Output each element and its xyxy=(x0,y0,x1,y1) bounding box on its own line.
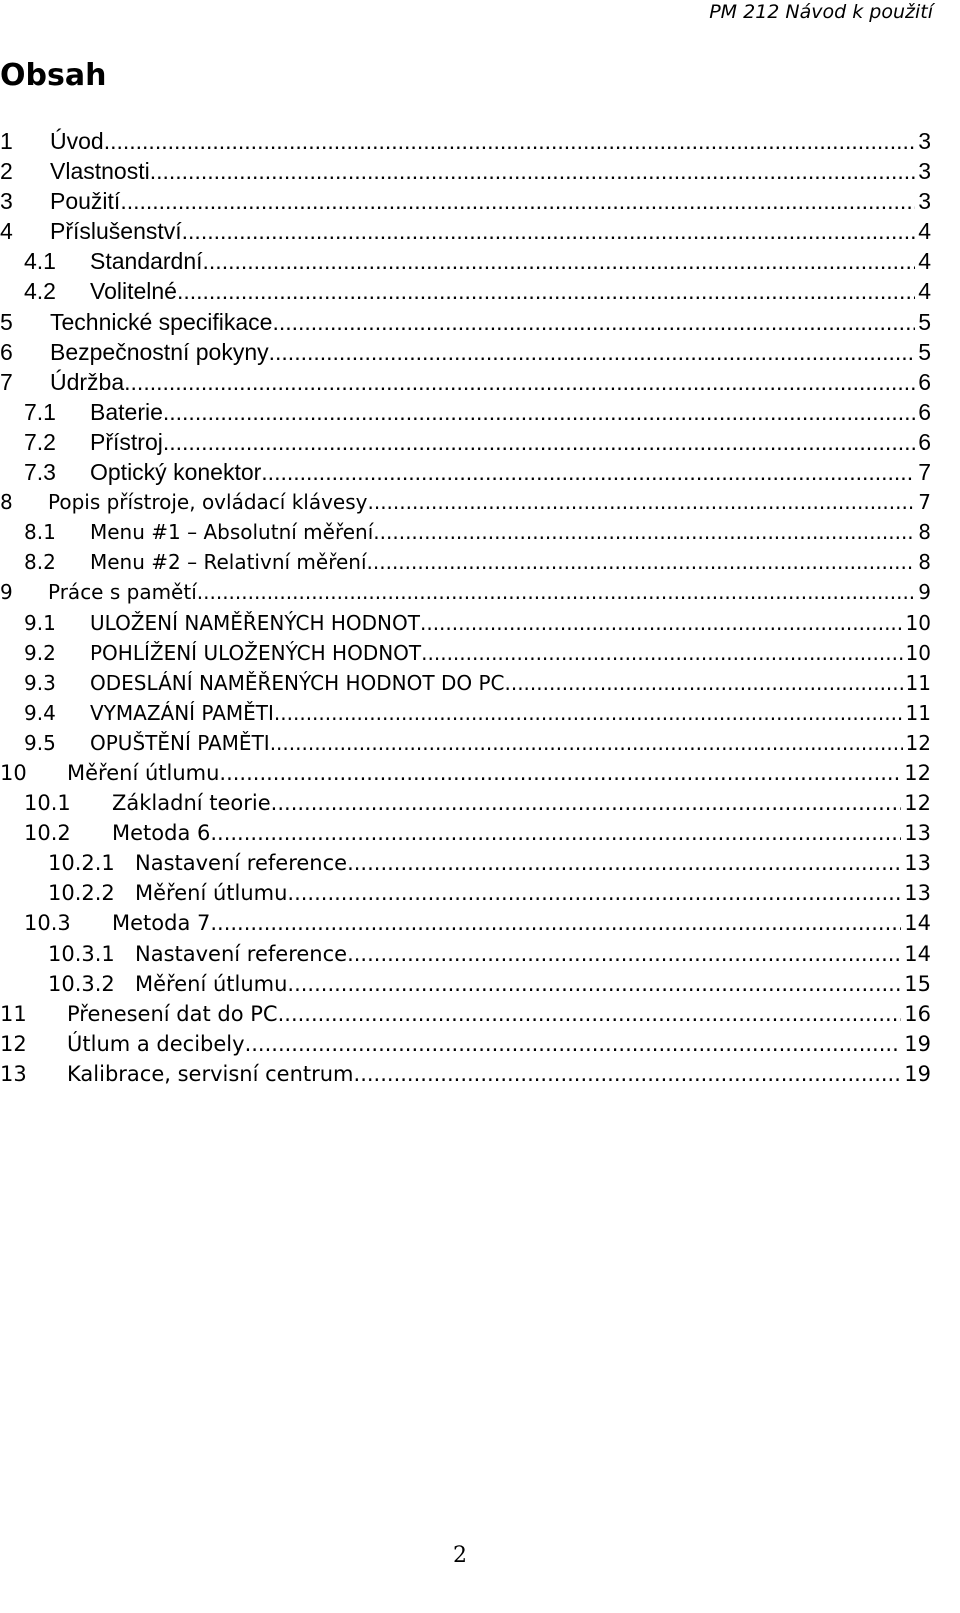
toc-entry-title: Metoda 7 xyxy=(112,911,211,936)
dot-leader xyxy=(210,908,901,938)
dot-leader xyxy=(367,487,915,517)
toc-entry-8-1[interactable] xyxy=(0,517,931,547)
toc-entry-10[interactable] xyxy=(0,758,931,788)
dot-leader xyxy=(261,457,915,487)
dot-leader xyxy=(104,126,916,156)
dot-leader xyxy=(269,337,916,367)
toc-entry-number: 6 xyxy=(0,338,13,365)
toc-entry-page: 5 xyxy=(918,338,931,365)
dot-leader xyxy=(347,939,901,969)
dot-leader xyxy=(150,156,915,186)
dot-leader xyxy=(274,698,903,728)
toc-entry-title: Měření útlumu xyxy=(135,971,288,996)
toc-entry-9-3[interactable] xyxy=(0,668,931,698)
toc-entry-page: 10 xyxy=(905,610,931,635)
toc-entry-number: 10.2.2 xyxy=(48,881,115,906)
toc-entry-3[interactable] xyxy=(0,186,931,216)
toc-entry-page: 4 xyxy=(918,278,931,305)
toc-entry-title: Vlastnosti xyxy=(50,158,150,185)
toc-entry-title: Přístroj xyxy=(90,428,163,455)
toc-entry-5[interactable] xyxy=(0,307,931,337)
toc-entry-7-2[interactable] xyxy=(0,427,931,457)
toc-entry-title: Baterie xyxy=(90,398,163,425)
dot-leader xyxy=(219,758,901,788)
toc-entry-number: 12 xyxy=(0,1031,27,1056)
toc-entry-1[interactable] xyxy=(0,126,931,156)
toc-entry-title: Přenesení dat do PC xyxy=(67,1001,278,1026)
toc-entry-title: Popis přístroje, ovládací klávesy xyxy=(48,490,368,515)
toc-entry-13[interactable] xyxy=(0,1059,931,1089)
dot-leader xyxy=(287,969,901,999)
toc-entry-number: 9.1 xyxy=(24,610,56,635)
dot-leader xyxy=(197,577,916,607)
dot-leader xyxy=(272,307,915,337)
toc-entry-number: 10.3 xyxy=(24,911,71,936)
toc-entry-number: 10.3.2 xyxy=(48,971,115,996)
toc-entry-title: Základní teorie xyxy=(112,791,271,816)
toc-entry-page: 7 xyxy=(918,490,931,515)
toc-entry-title: Příslušenství xyxy=(50,218,182,245)
toc-entry-page: 13 xyxy=(904,821,931,846)
toc-entry-page: 5 xyxy=(918,308,931,335)
toc-entry-4-1[interactable] xyxy=(0,246,931,276)
toc-entry-6[interactable] xyxy=(0,337,931,367)
toc-entry-title: Bezpečnostní pokyny xyxy=(50,338,269,365)
toc-entry-title: POHLÍŽENÍ ULOŽENÝCH HODNOT xyxy=(90,640,422,665)
toc-entry-number: 10.1 xyxy=(24,791,71,816)
dot-leader xyxy=(271,788,902,818)
toc-entry-title: Optický konektor xyxy=(90,459,262,486)
dot-leader xyxy=(245,1029,902,1059)
toc-entry-page: 3 xyxy=(918,128,931,154)
toc-entry-number: 4.2 xyxy=(24,278,56,305)
toc-entry-title: Menu #1 – Absolutní měření xyxy=(90,520,374,545)
toc-entry-page: 19 xyxy=(904,1061,931,1086)
toc-entry-page: 15 xyxy=(904,971,931,996)
toc-entry-9-4[interactable] xyxy=(0,698,931,728)
toc-entry-number: 8.2 xyxy=(24,550,56,575)
toc-entry-10-3[interactable] xyxy=(0,908,931,938)
toc-entry-page: 8 xyxy=(918,520,931,545)
toc-entry-9-1[interactable] xyxy=(0,608,931,638)
toc-entry-number: 9.4 xyxy=(24,700,56,725)
dot-leader xyxy=(120,186,915,216)
toc-entry-10-2[interactable] xyxy=(0,818,931,848)
toc-entry-number: 9.3 xyxy=(24,670,56,695)
toc-entry-number: 8 xyxy=(0,490,13,515)
toc-entry-number: 10.3.1 xyxy=(48,941,115,966)
dot-leader xyxy=(420,608,903,638)
toc-entry-10-3-2[interactable] xyxy=(0,969,931,999)
toc-entry-number: 9.2 xyxy=(24,640,56,665)
toc-entry-number: 2 xyxy=(0,158,13,185)
toc-entry-number: 5 xyxy=(0,308,13,335)
toc-entry-title: Měření útlumu xyxy=(135,881,288,906)
toc-entry-12[interactable] xyxy=(0,1029,931,1059)
toc-entry-title: OPUŠTĚNÍ PAMĚTI xyxy=(90,730,270,755)
toc-entry-number: 9.5 xyxy=(24,730,56,755)
toc-entry-title: Standardní xyxy=(90,248,203,275)
toc-entry-title: Útlum a decibely xyxy=(67,1031,245,1056)
dot-leader xyxy=(177,276,915,306)
toc-entry-4-2[interactable] xyxy=(0,276,931,306)
toc-entry-number: 7 xyxy=(0,368,13,395)
toc-entry-10-2-2[interactable] xyxy=(0,878,931,908)
toc-entry-10-2-1[interactable] xyxy=(0,848,931,878)
toc-entry-page: 3 xyxy=(918,158,931,185)
running-header: PM 212 Návod k použití xyxy=(709,1,933,23)
toc-entry-8[interactable] xyxy=(0,487,931,517)
toc-entry-number: 10.2.1 xyxy=(48,851,115,876)
toc-entry-title: Menu #2 – Relativní měření xyxy=(90,550,367,575)
toc-entry-title: Nastavení reference xyxy=(135,851,348,876)
dot-leader xyxy=(367,547,916,577)
table-of-contents xyxy=(0,126,931,1089)
toc-entry-page: 4 xyxy=(918,218,931,245)
toc-entry-page: 12 xyxy=(905,730,931,755)
page-number: 2 xyxy=(453,1543,467,1568)
toc-entry-10-3-1[interactable] xyxy=(0,939,931,969)
toc-entry-number: 9 xyxy=(0,580,13,605)
toc-entry-page: 8 xyxy=(918,550,931,575)
toc-entry-page: 11 xyxy=(905,700,931,725)
toc-entry-page: 11 xyxy=(905,670,931,695)
dot-leader xyxy=(210,818,901,848)
toc-entry-page: 6 xyxy=(918,398,931,425)
dot-leader xyxy=(373,517,915,547)
toc-entry-7-3[interactable] xyxy=(0,457,931,487)
dot-leader xyxy=(347,848,901,878)
toc-entry-title: ULOŽENÍ NAMĚŘENÝCH HODNOT xyxy=(90,610,420,635)
toc-entry-8-2[interactable] xyxy=(0,547,931,577)
toc-entry-number: 7.3 xyxy=(24,459,56,486)
toc-entry-number: 7.2 xyxy=(24,428,56,455)
toc-entry-7-1[interactable] xyxy=(0,397,931,427)
toc-entry-title: Práce s pamětí xyxy=(48,580,197,605)
toc-entry-number: 13 xyxy=(0,1061,27,1086)
toc-entry-9-2[interactable] xyxy=(0,638,931,668)
page-title: Obsah xyxy=(0,58,107,93)
toc-entry-number: 3 xyxy=(0,188,13,215)
toc-entry-title: Kalibrace, servisní centrum xyxy=(67,1061,354,1086)
toc-entry-page: 6 xyxy=(918,368,931,395)
toc-entry-page: 4 xyxy=(918,248,931,275)
toc-entry-title: Údržba xyxy=(50,368,125,395)
dot-leader xyxy=(354,1059,902,1089)
toc-entry-page: 10 xyxy=(905,640,931,665)
toc-entry-page: 19 xyxy=(904,1031,931,1056)
toc-entry-title: Metoda 6 xyxy=(112,821,211,846)
dot-leader xyxy=(287,878,901,908)
toc-entry-page: 14 xyxy=(904,911,931,936)
toc-entry-page: 3 xyxy=(918,188,931,215)
toc-entry-page: 12 xyxy=(904,760,931,785)
toc-entry-2[interactable] xyxy=(0,156,931,186)
toc-entry-page: 6 xyxy=(918,428,931,455)
toc-entry-number: 8.1 xyxy=(24,520,56,545)
toc-entry-title: VYMAZÁNÍ PAMĚTI xyxy=(90,700,274,725)
toc-entry-page: 13 xyxy=(904,881,931,906)
toc-entry-title: Technické specifikace xyxy=(50,308,273,335)
toc-entry-number: 1 xyxy=(0,128,13,154)
toc-entry-title: Úvod xyxy=(50,128,104,154)
dot-leader xyxy=(504,668,902,698)
toc-entry-title: Použití xyxy=(50,188,121,215)
toc-entry-number: 7.1 xyxy=(24,398,56,425)
toc-entry-11[interactable] xyxy=(0,999,931,1029)
toc-entry-page: 14 xyxy=(904,941,931,966)
toc-entry-page: 12 xyxy=(904,791,931,816)
toc-entry-9[interactable] xyxy=(0,577,931,607)
toc-entry-title: Nastavení reference xyxy=(135,941,348,966)
toc-entry-page: 7 xyxy=(918,459,931,486)
dot-leader xyxy=(278,999,902,1029)
toc-entry-number: 10 xyxy=(0,760,27,785)
toc-entry-number: 10.2 xyxy=(24,821,71,846)
dot-leader xyxy=(270,728,903,758)
toc-entry-7[interactable] xyxy=(0,367,931,397)
toc-entry-9-5[interactable] xyxy=(0,728,931,758)
toc-entry-title: ODESLÁNÍ NAMĚŘENÝCH HODNOT DO PC xyxy=(90,670,505,695)
dot-leader xyxy=(203,246,916,276)
toc-entry-number: 11 xyxy=(0,1001,27,1026)
toc-entry-number: 4 xyxy=(0,218,13,245)
toc-entry-number: 4.1 xyxy=(24,248,56,275)
dot-leader xyxy=(421,638,902,668)
toc-entry-4[interactable] xyxy=(0,216,931,246)
toc-entry-title: Volitelné xyxy=(90,278,177,305)
dot-leader xyxy=(182,216,916,246)
toc-entry-title: Měření útlumu xyxy=(67,760,220,785)
toc-entry-page: 9 xyxy=(918,580,931,605)
dot-leader xyxy=(124,367,915,397)
dot-leader xyxy=(163,397,915,427)
dot-leader xyxy=(163,427,915,457)
toc-entry-10-1[interactable] xyxy=(0,788,931,818)
toc-entry-page: 13 xyxy=(904,851,931,876)
toc-entry-page: 16 xyxy=(904,1001,931,1026)
